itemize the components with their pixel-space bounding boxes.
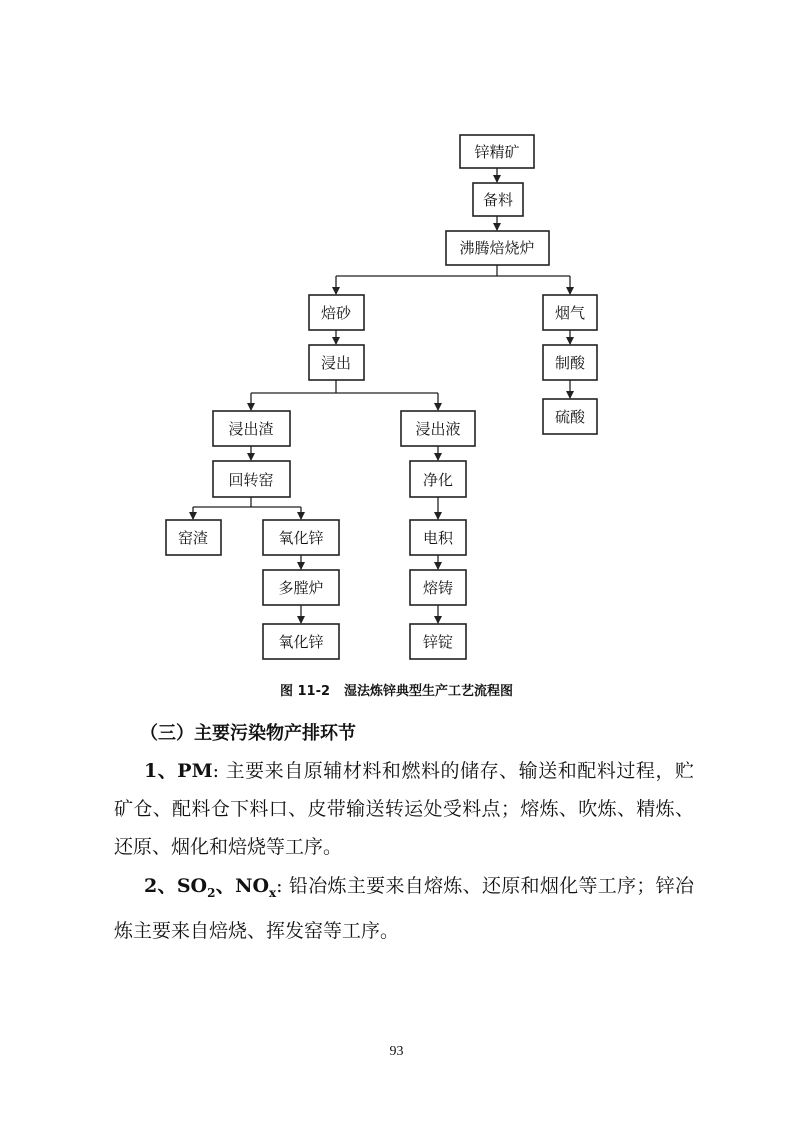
node-label: 硫酸 — [554, 408, 586, 426]
node-casting — [410, 570, 466, 605]
node-zinc-concentrate — [460, 135, 534, 168]
node-prep — [473, 183, 523, 216]
figure-title: 湿法炼锌典型生产工艺流程图 — [344, 684, 514, 699]
node-label: 电积 — [422, 529, 454, 547]
node-rotary-kiln — [213, 461, 290, 497]
node-label: 净化 — [422, 471, 454, 489]
paragraph-so2-nox — [114, 867, 694, 950]
node-label: 浸出 — [320, 354, 352, 372]
node-flue-gas — [543, 295, 597, 330]
paragraph-text: : 主要来自原辅材料和燃料的储存、输送和配料过程，贮矿仓、配料仓下料口、皮带输送转运处受料点；熔炼、吹炼、精炼、还原、烟化和焙烧等工序。 — [114, 760, 694, 858]
node-label: 回转窑 — [228, 471, 274, 489]
node-fluidized-roaster — [446, 231, 549, 265]
figure-caption — [0, 680, 793, 699]
node-acid-making — [543, 345, 597, 380]
node-label: 多膛炉 — [278, 579, 324, 597]
node-leach-residue — [213, 411, 290, 446]
node-label: 制酸 — [554, 354, 586, 372]
node-kiln-slag — [166, 520, 221, 555]
node-purification — [410, 461, 466, 497]
node-leach-solution — [401, 411, 475, 446]
subscript-b: x — [269, 885, 277, 900]
paragraph-lead-b: 、NO — [215, 875, 269, 897]
paragraph-lead-a: 2、SO — [144, 875, 208, 897]
node-label: 焙砂 — [320, 304, 352, 322]
node-electrowinning — [410, 520, 466, 555]
node-label: 锌精矿 — [474, 143, 520, 161]
node-multi-hearth-furnace — [263, 570, 339, 605]
node-label: 氧化锌 — [278, 633, 324, 651]
paragraph-text: : 铅冶炼主要来自熔炼、还原和烟化等工序；锌冶炼主要来自焙烧、挥发窑等工序。 — [114, 875, 694, 942]
section-heading: （三）主要污染物产排环节 — [140, 723, 356, 744]
subscript-a: 2 — [207, 885, 216, 900]
node-label: 熔铸 — [422, 579, 454, 597]
node-zinc-oxide-1 — [263, 520, 339, 555]
node-calcine — [309, 295, 364, 330]
node-label: 烟气 — [554, 304, 586, 322]
node-label: 浸出液 — [415, 420, 461, 438]
node-zinc-oxide-2 — [263, 624, 339, 659]
node-label: 窑渣 — [177, 529, 209, 547]
page-number: 93 — [389, 1044, 404, 1059]
node-label: 氧化锌 — [278, 529, 324, 547]
node-zinc-ingot — [410, 624, 466, 659]
node-label: 锌锭 — [422, 633, 454, 651]
paragraph-lead: 1、PM — [144, 760, 213, 782]
node-leaching — [309, 345, 364, 380]
figure-number: 图 11-2 — [279, 684, 331, 699]
node-label: 浸出渣 — [228, 420, 274, 438]
paragraph-pm — [114, 752, 694, 866]
node-label: 备料 — [482, 191, 514, 209]
node-sulfuric-acid — [543, 399, 597, 434]
node-label: 沸腾焙烧炉 — [459, 239, 535, 257]
